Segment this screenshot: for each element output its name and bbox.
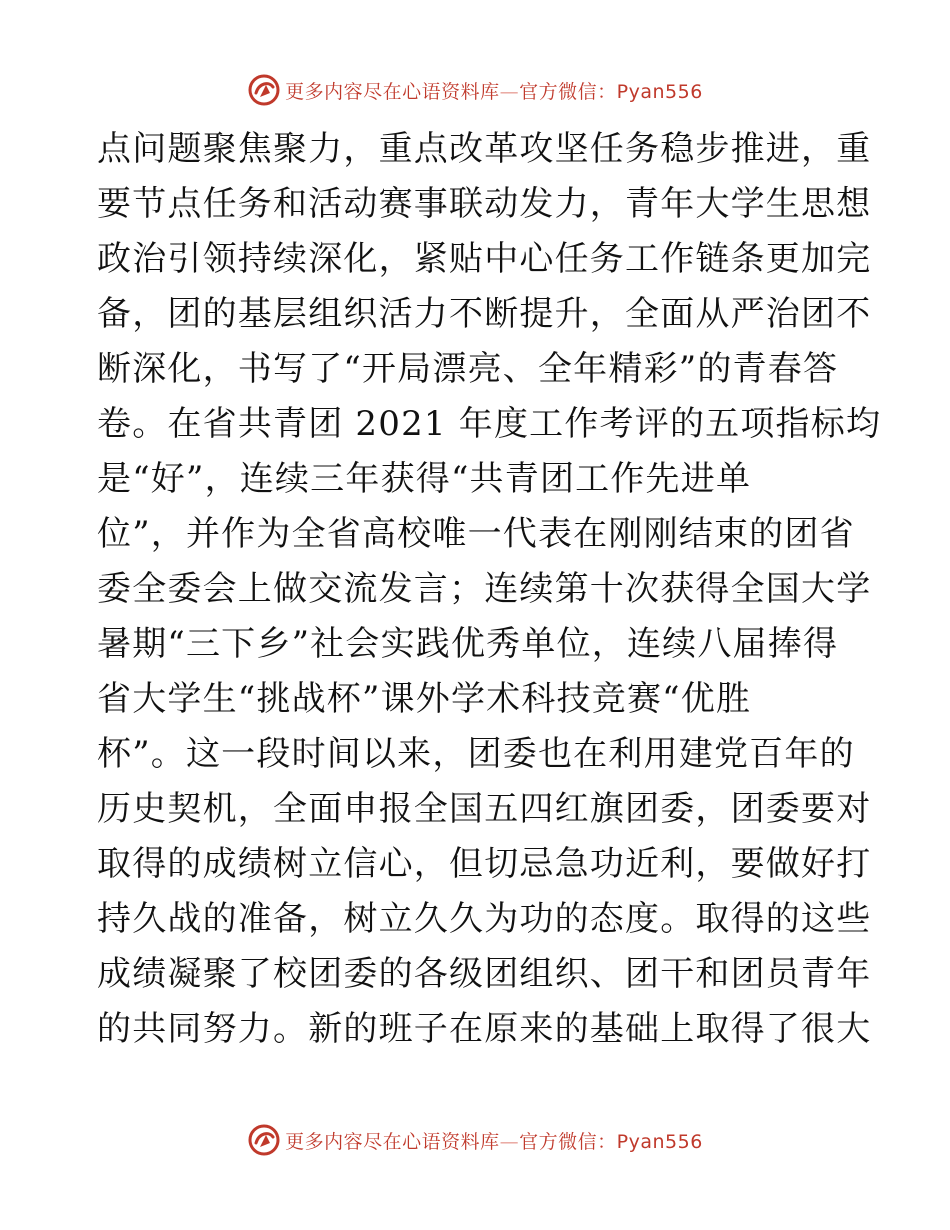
swirl-logo-icon [247, 1123, 281, 1157]
swirl-logo-icon [247, 73, 281, 107]
body-line: 断深化，书写了“开局漂亮、全年精彩”的青春答 [97, 349, 839, 389]
body-line: 委全委会上做交流发言；连续第十次获得全国大学 [97, 569, 872, 609]
header-banner-contact: 官方微信：Pyan556 [519, 80, 703, 103]
footer-banner [0, 1120, 950, 1160]
body-line: 备，团的基层组织活力不断提升，全面从严治团不 [97, 294, 872, 334]
body-line: 暑期“三下乡”社会实践优秀单位，连续八届捧得 [97, 624, 839, 664]
body-line: 是“好”，连续三年获得“共青团工作先进单 [97, 459, 752, 499]
header-banner-main: 更多内容尽在心语资料库 [285, 80, 500, 103]
footer-banner-main: 更多内容尽在心语资料库 [285, 1130, 500, 1153]
footer-banner-text [285, 1127, 703, 1154]
body-line: 成绩凝聚了校团委的各级团组织、团干和团员青年 [97, 954, 872, 994]
footer-banner-sep: — [499, 1130, 520, 1153]
body-line: 的共同努力。新的班子在原来的基础上取得了很大 [97, 1009, 872, 1049]
body-line: 历史契机，全面申报全国五四红旗团委，团委要对 [97, 789, 872, 829]
header-banner-sep: — [499, 80, 520, 103]
body-line: 要节点任务和活动赛事联动发力，青年大学生思想 [97, 184, 872, 224]
body-line: 持久战的准备，树立久久为功的态度。取得的这些 [97, 899, 872, 939]
document-body [97, 122, 882, 1057]
body-line: 卷。在省共青团 2021 年度工作考评的五项指标均 [97, 404, 882, 444]
footer-banner-contact: 官方微信：Pyan556 [519, 1130, 703, 1153]
body-line: 点问题聚焦聚力，重点改革攻坚任务稳步推进，重 [97, 129, 872, 169]
header-banner [0, 70, 950, 110]
body-line: 政治引领持续深化，紧贴中心任务工作链条更加完 [97, 239, 872, 279]
body-line: 位”，并作为全省高校唯一代表在刚刚结束的团省 [97, 514, 855, 554]
body-line: 省大学生“挑战杯”课外学术科技竞赛“优胜 [97, 679, 752, 719]
header-banner-text [285, 77, 703, 104]
body-line: 取得的成绩树立信心，但切忌急功近利，要做好打 [97, 844, 872, 884]
body-line: 杯”。这一段时间以来，团委也在利用建党百年的 [97, 734, 855, 774]
